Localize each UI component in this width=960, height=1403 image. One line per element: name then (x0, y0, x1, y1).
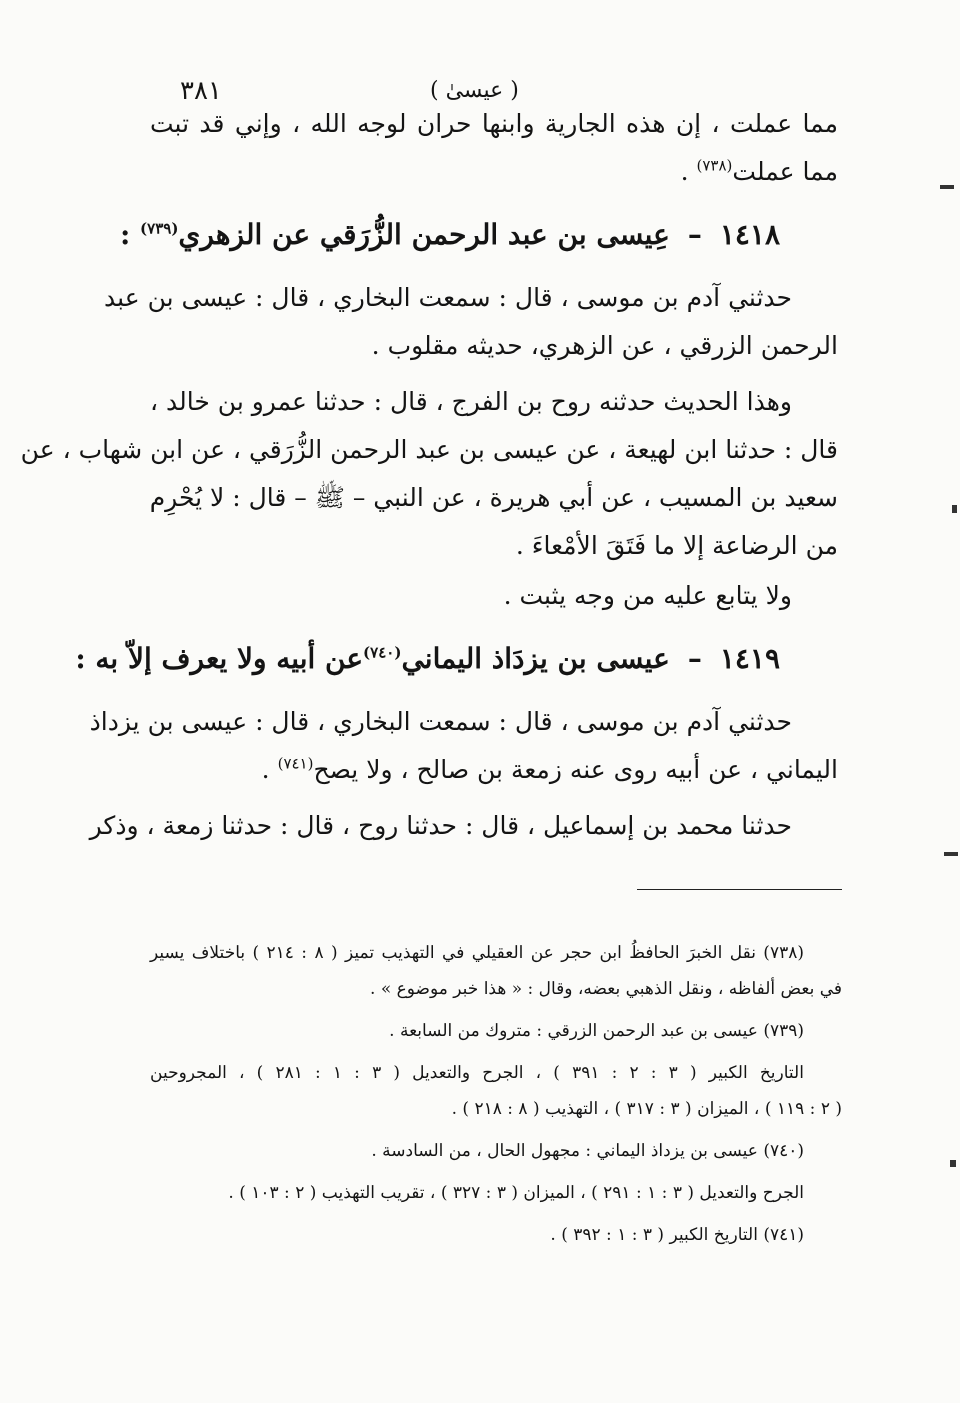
text-line: من الرضاعة إلا ما فَتَقَ الأمْعاءَ . (515, 531, 838, 560)
text-line: قال : حدثنا ابن لهيعة ، عن عيسى بن عبد الرحمن الزُّرَقي ، عن ابن شهاب ، عن (20, 435, 838, 464)
footnote-738: (٧٣٨) نقل الخبرَ الحافظُ ابن حجر عن العقيلي في التهذيب تميز ( ٨ : ٢١٤ ) باختلاف يسير (150, 943, 804, 963)
footnotes (150, 935, 842, 1253)
entry-number: ١٤١٨ (719, 218, 780, 251)
paragraph-1419-b (89, 802, 838, 850)
scan-mark (952, 505, 957, 513)
entry-heading-1418: ١٤١٨–عِيسى بن عبد الرحمن الزُّرَقي عن الزهري$^{(٧٣٩)}$ : (119, 218, 780, 251)
footnote-separator (637, 889, 842, 890)
text-line: الرحمن الزرقي ، عن الزهري، حديثه مقلوب . (371, 331, 838, 360)
paragraph-1418-b (20, 378, 838, 570)
running-title: ( عيسىٰ ) (430, 78, 519, 103)
text-line: اليماني ، عن أبيه روى عنه زمعة بن صالح ، ولا يصح$^{(٧٤١)}$ . (261, 754, 838, 784)
paragraph-1418-a (104, 274, 838, 370)
text-line: مما عملت$^{(٧٣٨)}$ . (680, 156, 838, 186)
footnote-738-cont: في بعض ألفاظه ، ونقل الذهبي بعضه، وقال : « هذا خبر موضوع » . (370, 979, 842, 999)
entry-number: ١٤١٩ (719, 642, 780, 675)
text-line: حدثنا محمد بن إسماعيل ، قال : حدثنا روح ، قال : حدثنا زمعة ، وذكر (89, 811, 792, 840)
text-line: حدثني آدم بن موسى ، قال : سمعت البخاري ، قال : عيسى بن عبد (104, 283, 792, 312)
continuation-paragraph (150, 100, 838, 196)
paragraph-1418-c (150, 572, 838, 620)
paragraph-1419-a (89, 698, 838, 794)
entry-title: عيسى بن يزدَاذ اليماني (401, 642, 670, 675)
scan-mark (940, 185, 954, 189)
footnote-741: (٧٤١) التاريخ الكبير ( ٣ : ١ : ٣٩٢ ) . (550, 1225, 804, 1245)
footnote-ref: (٧٤٠) (363, 643, 402, 662)
entry-heading-1419: ١٤١٩–عيسى بن يزدَاذ اليماني$^{(٧٤٠)}$عن أبيه ولا يعرف إلاّ به : (75, 642, 780, 675)
text-line: مما عملت ، إن هذه الجارية وابنها حران لوجه الله ، وإني قد تبت (150, 109, 838, 138)
page-number: ٣٨١ (180, 76, 222, 106)
footnote-739-sources: التاريخ الكبير ( ٣ : ٢ : ٣٩١ ) ، الجرح والتعديل ( ٣ : ١ : ٢٨١ ) ، المجروحين (150, 1063, 804, 1083)
footnote-740: (٧٤٠) عيسى بن يزداذ اليماني : مجهول الحال ، من السادسة . (371, 1141, 804, 1161)
footnote-740-sources: الجرح والتعديل ( ٣ : ١ : ٢٩١ ) ، الميزان ( ٣ : ٣٢٧ ) ، تقريب التهذيب ( ٢ : ١٠٣ ) . (228, 1183, 804, 1203)
text-line: وهذا الحديث حدثنه روح بن الفرج ، قال : حدثنا عمرو بن خالد ، (150, 387, 792, 416)
entry-title: عِيسى بن عبد الرحمن الزُّرَقي عن الزهري (178, 218, 670, 251)
text-line: حدثني آدم بن موسى ، قال : سمعت البخاري ، قال : عيسى بن يزداذ (89, 707, 792, 736)
text-line: ولا يتابع عليه من وجه يثبت . (503, 581, 792, 610)
footnote-ref: (٧٣٨) (696, 156, 733, 175)
text-line: سعيد بن المسيب ، عن أبي هريرة ، عن النبي – ﷺ – قال : لا يُحْرِم (149, 483, 838, 512)
scan-mark (944, 852, 958, 856)
footnote-739: (٧٣٩) عيسى بن عبد الرحمن الزرقي : متروك من السابعة . (389, 1021, 804, 1041)
footnote-ref: (٧٤١) (277, 754, 314, 773)
scan-mark (950, 1160, 956, 1167)
footnote-ref: (٧٣٩) (140, 219, 179, 238)
footnote-739-sources-cont: ( ٢ : ١١٩ ) ، الميزان ( ٣ : ٣١٧ ) ، التهذيب ( ٨ : ٢١٨ ) . (451, 1099, 842, 1119)
